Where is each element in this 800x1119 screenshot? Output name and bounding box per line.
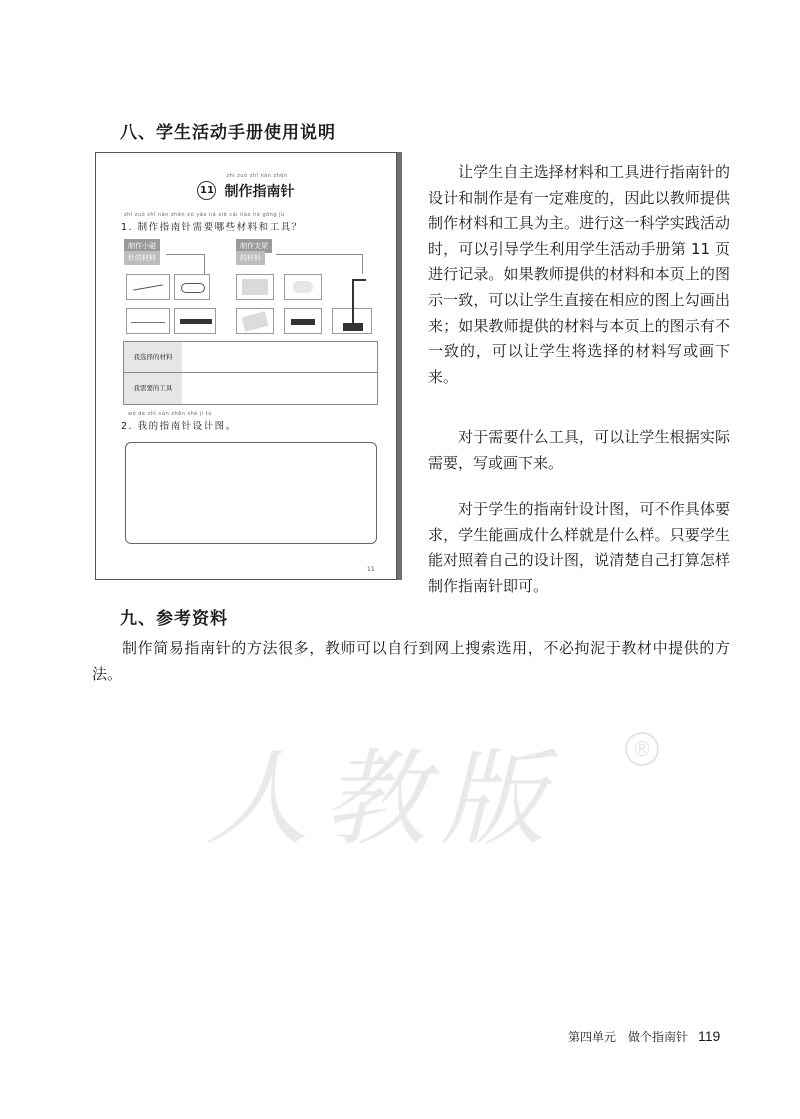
footer-unit-title: 第四单元 做个指南针 (568, 1030, 689, 1044)
needle-material-tag-line2: 针的材料 (124, 251, 160, 265)
lesson-number-badge: 11 (197, 181, 216, 200)
row-label-materials: 我选择的材料 (124, 342, 182, 372)
question-1: 1. 制作指南针需要哪些材料和工具？ (121, 222, 303, 233)
connector-line (276, 254, 362, 255)
connector-line (204, 254, 205, 274)
stand-arm (352, 279, 366, 281)
workbook-title-row (96, 173, 396, 201)
design-drawing-box (125, 442, 377, 544)
row-label-tools: 我需要的工具 (124, 373, 182, 404)
title-pinyin: zhì zuò zhǐ nán zhēn (226, 173, 288, 179)
material-cell-needle (126, 274, 170, 300)
section-9-body: 制作简易指南针的方法很多，教师可以自行到网上搜索选用，不必拘泥于教材中提供的方法。 (92, 639, 730, 683)
material-cell-paper (236, 308, 274, 334)
footer-page-number: 119 (698, 1028, 721, 1044)
material-cell-magnet (174, 308, 216, 334)
page-footer (568, 1028, 720, 1045)
connector-line (362, 254, 363, 274)
section-9-heading: 九、参考资料 (120, 609, 228, 629)
right-paragraph-1: 让学生自主选择材料和工具进行指南针的设计和制作是有一定难度的，因此以教师提供制作材料和工具为主。进行这一科学实践活动时，可以引导学生利用学生活动手册第 11 页进行记录。如果教师提供的材料和本页上的图示一致，可以让学生直接在相应的图上勾画出来；如果教师提供的材料与本页上的图示有不一致的，可以让学生将选择的材料写或画下来。 (428, 163, 730, 386)
stand-pole (352, 279, 354, 323)
registered-mark: ® (625, 732, 659, 766)
workbook-page-number: 11 (367, 566, 375, 573)
q1-pinyin: zhì zuò zhǐ nán zhēn xū yào nǎ xiē cái liào hé gōng jù (124, 212, 285, 218)
right-paragraph-2: 对于需要什么工具，可以让学生根据实际需要，写或画下来。 (428, 428, 730, 472)
q2-pinyin: wǒ de zhǐ nán zhēn shè jì tú (128, 411, 212, 417)
workbook-page-figure (95, 152, 397, 580)
needle-material-tag-line1: 制作小磁 (124, 239, 160, 253)
table-row (124, 342, 377, 373)
stand-material-tag-line1: 制作支架 (236, 239, 272, 253)
stand-material-tag-line2: 的材料 (236, 251, 265, 265)
material-cell-thread (126, 308, 170, 334)
section-8-heading: 八、学生活动手册使用说明 (120, 123, 336, 143)
table-row (124, 373, 377, 404)
material-cell-foam (236, 274, 274, 300)
question-2: 2. 我的指南针设计图。 (121, 421, 237, 432)
connector-line (166, 254, 204, 255)
material-cell-paperclip (174, 274, 210, 300)
right-paragraph-3: 对于学生的指南针设计图，可不作具体要求，学生能画成什么样就是什么样。只要学生能对照着自己的设计图，说清楚自己打算怎样制作指南针即可。 (428, 500, 730, 595)
workbook-title: 制作指南针 (224, 183, 295, 200)
material-cell-clip (284, 308, 322, 334)
material-cell-cotton (284, 274, 322, 300)
workbook-spine-shadow (397, 152, 402, 580)
material-record-table (123, 341, 378, 405)
publisher-watermark: 人教版 (205, 738, 560, 860)
